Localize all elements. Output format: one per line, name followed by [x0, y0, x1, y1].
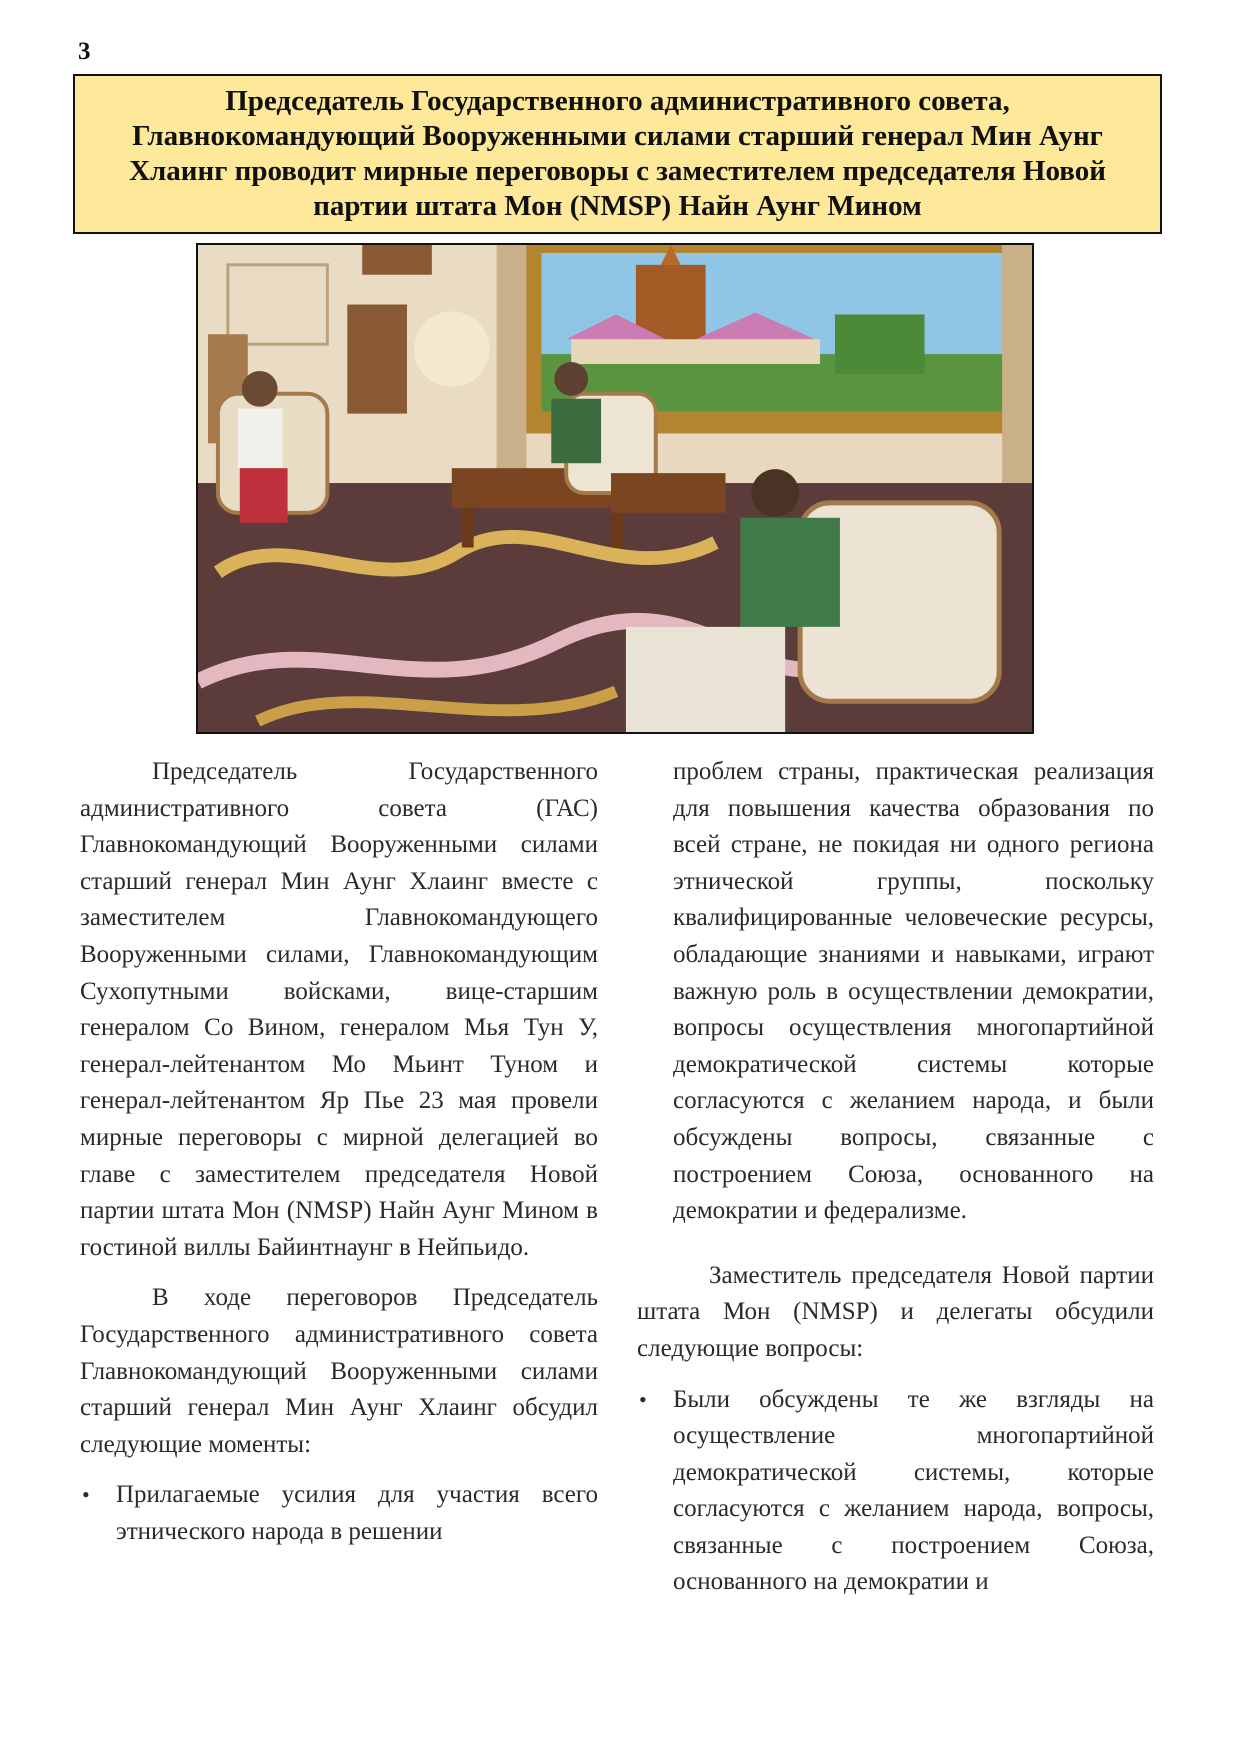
article-column-right [637, 754, 1154, 1601]
page-number: 3 [78, 38, 91, 65]
bullet-item [80, 1477, 598, 1550]
bullet-icon: • [639, 1386, 647, 1412]
bullet-text: Были обсуждены те же взгляды на осуществление многопартийной демократической системы, которые согласуются с желанием народа, вопросы, связанные с построением Союза, основанного на демократии и [673, 1385, 1154, 1596]
bullet-text: Прилагаемые усилия для участия всего этнического народа в решении [116, 1481, 598, 1545]
bullet-text-continued: проблем страны, практическая реализация для повышения качества образования по всей стране, не покидая ни одного региона этнической группы, поскольку квалифицированные человеческие ресурсы, обладающие знаниями и навыками, играют важную роль в осуществлении демократии, вопросы осуществления многопартийной демократической системы которые согласуются с желанием народа, и были обсуждены вопросы, связанные с построением Союза, основанного на демократии и федерализме. [673, 758, 1154, 1225]
meeting-photo-illustration [198, 245, 1032, 732]
headline-box [73, 74, 1162, 234]
bullet-list [637, 1382, 1154, 1602]
bullet-icon: • [82, 1482, 90, 1508]
headline: Председатель Государственного административного совета, Главнокомандующий Вооруженными силами старший генерал Мин Аунг Хлаинг проводит мирные переговоры с заместителем председателя Новой партии штата Мон (NMSP) Найн Аунг Мином [129, 85, 1106, 222]
article-paragraph: Председатель Государственного административного совета (ГАС) Главнокомандующий Вооруженными силами старший генерал Мин Аунг Хлаинг вместе с заместителем Главнокомандующего Вооруженными силами, Главнокомандующим Сухопутными войсками, вице-старшим генералом Со Вином, генералом Мья Тун У, генерал-лейтенантом Мо Мьинт Туном и генерал-лейтенантом Яр Пье 23 мая провели мирные переговоры с мирной делегацией во главе с заместителем председателя Новой партии штата Мон (NMSP) Найн Аунг Мином в гостиной виллы Байинтнаунг в Нейпьидо. [80, 758, 598, 1261]
bullet-list [80, 1477, 598, 1550]
meeting-photo [196, 243, 1034, 734]
bullet-item [637, 1382, 1154, 1602]
article-paragraph: Заместитель председателя Новой партии штата Мон (NMSP) и делегаты обсудили следующие вопросы: [637, 1261, 1154, 1362]
article-column-left [80, 754, 598, 1550]
article-paragraph: В ходе переговоров Председатель Государственного административного совета Главнокомандующий Вооруженными силами старший генерал Мин Аунг Хлаинг обсудил следующие моменты: [80, 1284, 598, 1458]
